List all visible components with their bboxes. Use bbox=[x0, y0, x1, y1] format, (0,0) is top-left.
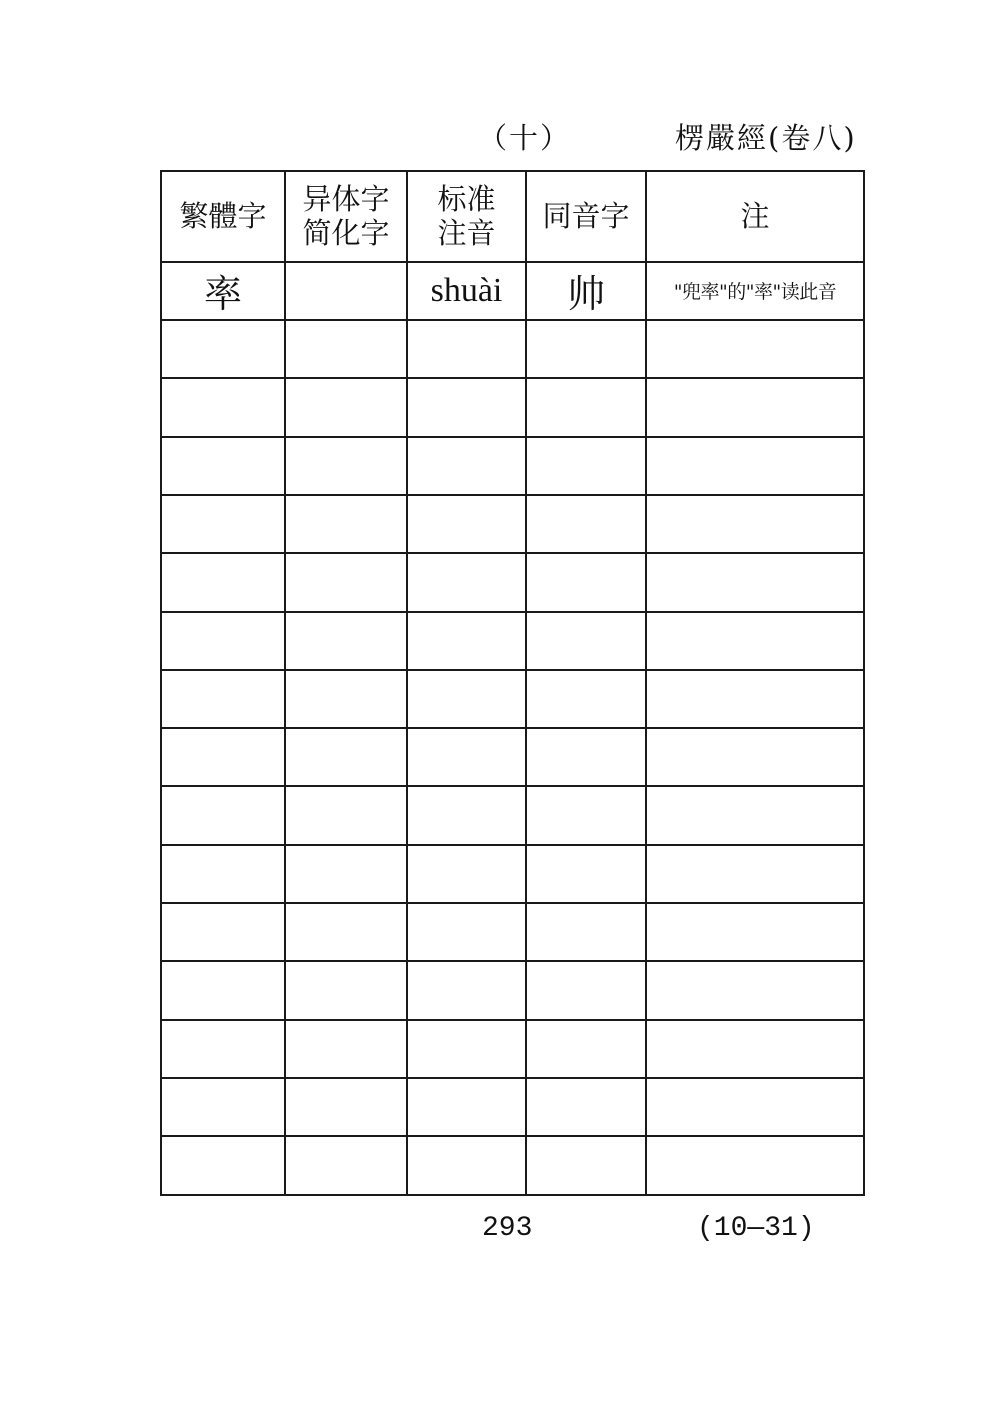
note-cell bbox=[646, 1020, 864, 1078]
homophone-cell bbox=[526, 786, 646, 844]
variant-cell bbox=[285, 553, 407, 611]
table-row bbox=[161, 495, 864, 553]
homophone-cell bbox=[526, 553, 646, 611]
variant-cell bbox=[285, 320, 407, 378]
pinyin-cell bbox=[407, 1020, 526, 1078]
col-pinyin-header bbox=[407, 171, 526, 262]
header-label: 同音字 bbox=[542, 199, 630, 234]
table-row bbox=[161, 262, 864, 320]
table-row bbox=[161, 553, 864, 611]
note-cell bbox=[646, 845, 864, 903]
traditional-cell bbox=[161, 961, 285, 1019]
pinyin-cell bbox=[407, 845, 526, 903]
table-row bbox=[161, 437, 864, 495]
variant-cell bbox=[285, 961, 407, 1019]
header-label: 注音 bbox=[437, 216, 496, 251]
note-cell bbox=[646, 495, 864, 553]
traditional-cell bbox=[161, 670, 285, 728]
pinyin-cell bbox=[407, 1136, 526, 1195]
homophone-cell bbox=[526, 1078, 646, 1136]
table-row bbox=[161, 786, 864, 844]
character-table bbox=[160, 170, 865, 1196]
page-reference: (10—31) bbox=[697, 1213, 815, 1244]
col-note-header bbox=[646, 171, 864, 262]
homophone-cell bbox=[526, 1136, 646, 1195]
traditional-cell bbox=[161, 845, 285, 903]
note-cell bbox=[646, 961, 864, 1019]
variant-cell bbox=[285, 903, 407, 961]
variant-cell bbox=[285, 262, 407, 320]
variant-cell bbox=[285, 1020, 407, 1078]
note-cell bbox=[646, 786, 864, 844]
homophone-cell bbox=[526, 903, 646, 961]
traditional-cell bbox=[161, 378, 285, 436]
header-label: 异体字 bbox=[302, 182, 390, 217]
note-cell bbox=[646, 612, 864, 670]
homophone-cell bbox=[526, 437, 646, 495]
pinyin-cell bbox=[407, 961, 526, 1019]
sutra-title: 楞嚴經(卷八) bbox=[675, 121, 857, 155]
variant-cell bbox=[285, 437, 407, 495]
variant-cell bbox=[285, 612, 407, 670]
variant-cell bbox=[285, 845, 407, 903]
header-label: 繁體字 bbox=[179, 199, 267, 234]
traditional-cell bbox=[161, 728, 285, 786]
pinyin-cell bbox=[407, 612, 526, 670]
homophone-cell bbox=[526, 961, 646, 1019]
pinyin-cell bbox=[407, 670, 526, 728]
variant-cell bbox=[285, 1136, 407, 1195]
table-row bbox=[161, 612, 864, 670]
note-cell bbox=[646, 1136, 864, 1195]
pinyin-cell bbox=[407, 437, 526, 495]
homophone-cell: 帅 bbox=[526, 262, 646, 320]
table-row bbox=[161, 320, 864, 378]
page-number: 293 bbox=[482, 1213, 533, 1244]
note-cell bbox=[646, 320, 864, 378]
table-row bbox=[161, 1136, 864, 1195]
table-row bbox=[161, 903, 864, 961]
variant-cell bbox=[285, 1078, 407, 1136]
homophone-cell bbox=[526, 845, 646, 903]
header-label: 注 bbox=[740, 199, 770, 234]
pinyin-cell bbox=[407, 903, 526, 961]
homophone-cell bbox=[526, 612, 646, 670]
table-row bbox=[161, 845, 864, 903]
variant-cell bbox=[285, 670, 407, 728]
homophone-cell bbox=[526, 728, 646, 786]
header-row bbox=[161, 171, 864, 262]
note-cell: "兜率"的"率"读此音 bbox=[646, 262, 864, 320]
pinyin-cell bbox=[407, 495, 526, 553]
pinyin-cell: shuài bbox=[407, 262, 526, 320]
traditional-cell bbox=[161, 903, 285, 961]
traditional-cell bbox=[161, 495, 285, 553]
table-row bbox=[161, 1020, 864, 1078]
pinyin-cell bbox=[407, 320, 526, 378]
variant-cell bbox=[285, 378, 407, 436]
traditional-cell bbox=[161, 1020, 285, 1078]
note-cell bbox=[646, 1078, 864, 1136]
col-variant-header bbox=[285, 171, 407, 262]
note-cell bbox=[646, 553, 864, 611]
traditional-cell bbox=[161, 1136, 285, 1195]
homophone-cell bbox=[526, 670, 646, 728]
section-number: （十） bbox=[478, 121, 572, 155]
pinyin-cell bbox=[407, 786, 526, 844]
header-label: 简化字 bbox=[302, 216, 390, 251]
col-homophone-header bbox=[526, 171, 646, 262]
table-row bbox=[161, 728, 864, 786]
note-cell bbox=[646, 437, 864, 495]
traditional-cell bbox=[161, 320, 285, 378]
traditional-cell: 率 bbox=[161, 262, 285, 320]
variant-cell bbox=[285, 786, 407, 844]
homophone-cell bbox=[526, 320, 646, 378]
pinyin-cell bbox=[407, 728, 526, 786]
pinyin-cell bbox=[407, 553, 526, 611]
traditional-cell bbox=[161, 786, 285, 844]
note-cell bbox=[646, 903, 864, 961]
variant-cell bbox=[285, 728, 407, 786]
table-row bbox=[161, 1078, 864, 1136]
empty-rows bbox=[161, 320, 864, 1195]
pinyin-cell bbox=[407, 1078, 526, 1136]
table-row bbox=[161, 961, 864, 1019]
variant-cell bbox=[285, 495, 407, 553]
col-traditional-header bbox=[161, 171, 285, 262]
traditional-cell bbox=[161, 553, 285, 611]
traditional-cell bbox=[161, 1078, 285, 1136]
pinyin-cell bbox=[407, 378, 526, 436]
note-cell bbox=[646, 378, 864, 436]
homophone-cell bbox=[526, 495, 646, 553]
homophone-cell bbox=[526, 378, 646, 436]
note-cell bbox=[646, 670, 864, 728]
table-row bbox=[161, 378, 864, 436]
homophone-cell bbox=[526, 1020, 646, 1078]
traditional-cell bbox=[161, 612, 285, 670]
traditional-cell bbox=[161, 437, 285, 495]
table-row bbox=[161, 670, 864, 728]
note-cell bbox=[646, 728, 864, 786]
header-label: 标准 bbox=[437, 182, 496, 217]
